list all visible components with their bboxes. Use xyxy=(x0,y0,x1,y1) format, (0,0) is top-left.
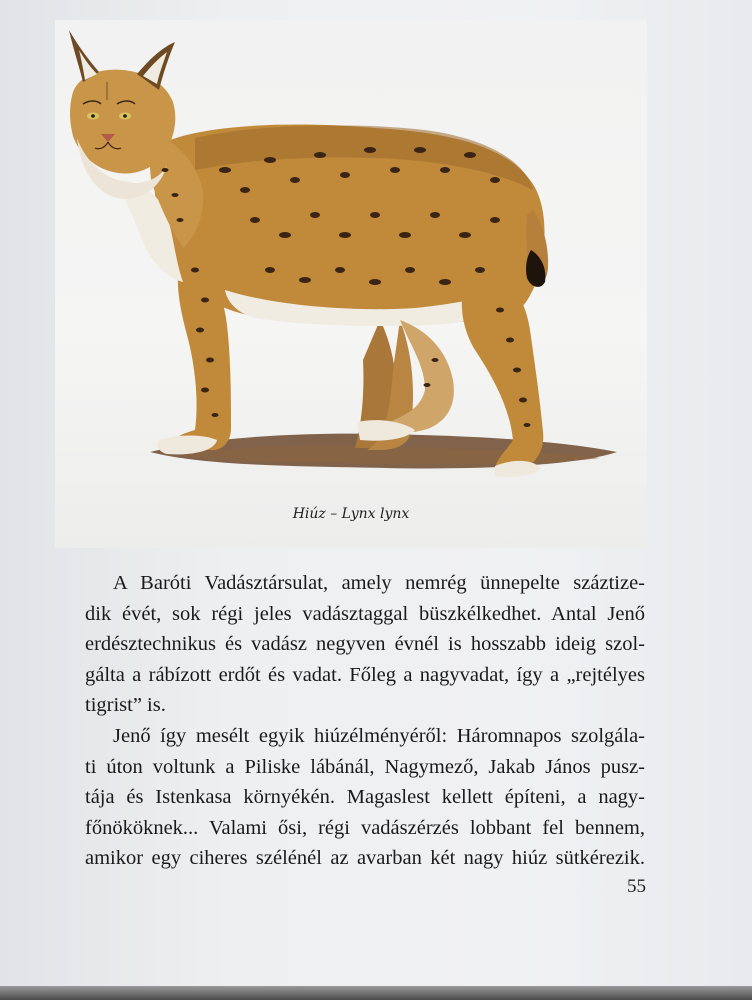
text-line: ti úton voltunk a Piliske lábánál, Nagymező, Jakab János pusz- xyxy=(85,755,645,778)
text-line: tája és Istenkasa környékén. Magaslest kellett építeni, a nagy- xyxy=(85,786,645,809)
lynx-illustration xyxy=(55,20,647,548)
text-line: főnököknek... Valami ősi, régi vadászérzés lobbant fel bennem, xyxy=(85,816,645,839)
text-line: gálta a rábízott erdőt és vadat. Főleg a nagyvadat, így a „rejtélyes xyxy=(85,663,645,686)
text-line: erdésztechnikus és vadász negyven évnél is hosszabb ideig szol- xyxy=(85,633,645,656)
figure-caption: Hiúz – Lynx lynx xyxy=(292,506,410,522)
paragraph xyxy=(85,568,645,721)
page-edge-shadow xyxy=(0,986,752,1000)
text-line: dik évét, sok régi jeles vadásztaggal büszkélkedhet. Antal Jenő xyxy=(85,602,645,625)
page-number: 55 xyxy=(627,876,646,897)
body-text xyxy=(85,568,645,874)
figure xyxy=(55,20,647,548)
text-line: amikor egy ciheres szélénél az avarban két nagy hiúz sütkérezik. xyxy=(85,847,645,870)
text-line: tigrist” is. xyxy=(85,694,166,717)
paragraph xyxy=(85,721,645,874)
text-line: A Baróti Vadásztársulat, amely nemrég ünnepelte száztize- xyxy=(113,572,645,594)
text-line: Jenő így mesélt egyik hiúzélményéről: Háromnapos szolgála- xyxy=(113,724,645,747)
